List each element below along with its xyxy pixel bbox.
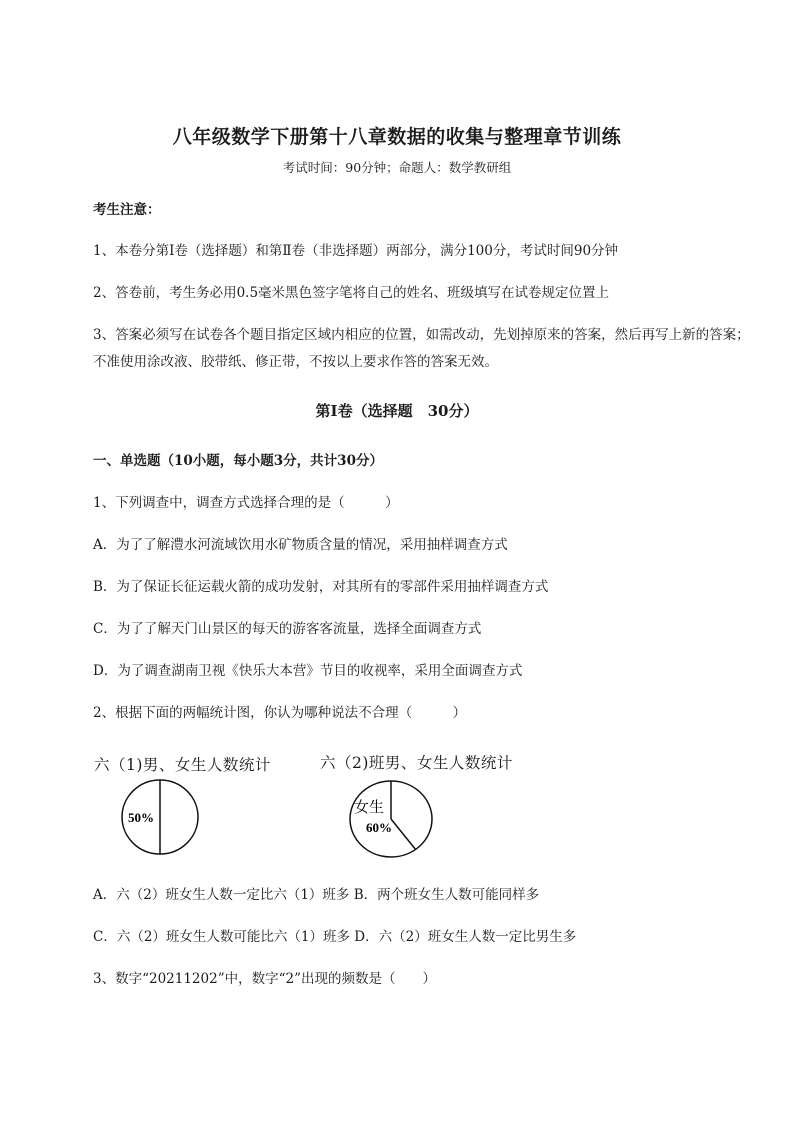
question-3-stem: 3、数字“20211202”中，数字“2”出现的频数是（ ）	[93, 971, 436, 987]
question-1-option-b: B．为了保证长征运载火箭的成功发射，对其所有的零部件采用抽样调查方式	[93, 579, 549, 595]
pie-chart-2	[346, 779, 436, 861]
part-heading: 一、单选题（10小题，每小题3分，共计30分）	[93, 453, 383, 469]
pie-2-slice-percent: 60%	[366, 820, 392, 835]
notice-item-3: 3、答案必须写在试卷各个题目指定区域内相应的位置，如需改动，先划掉原来的答案，然后再写上新的答案；不准使用涂改液、胶带纸、修正带，不按以上要求作答的答案无效。	[93, 327, 750, 370]
pie-2-divider-slant	[391, 819, 416, 850]
pie-chart-2-title: 六（2)班男、女生人数统计	[320, 754, 513, 772]
exam-subtitle: 考试时间：90分钟；命题人：数学教研组	[282, 160, 512, 175]
notice-item-2: 2、答卷前，考生务必用0.5毫米黑色签字笔将自己的姓名、班级填写在试卷规定位置上	[93, 285, 610, 301]
question-1-option-d: D．为了调查湖南卫视《快乐大本营》节目的收视率，采用全面调查方式	[93, 663, 523, 679]
question-2-stem: 2、根据下面的两幅统计图，你认为哪种说法不合理（ ）	[93, 705, 467, 721]
pie-chart-1	[118, 778, 202, 856]
question-1-option-a: A．为了了解澧水河流域饮用水矿物质含量的情况，采用抽样调查方式	[93, 537, 508, 553]
notice-heading: 考生注意：	[93, 202, 161, 218]
notice-item-1: 1、本卷分第I卷（选择题）和第Ⅱ卷（非选择题）两部分，满分100分，考试时间90分钟	[93, 243, 619, 259]
question-1-stem: 1、下列调查中，调查方式选择合理的是（ ）	[93, 495, 399, 511]
question-2-option-cd: C．六（2）班女生人数可能比六（1）班多 D．六（2）班女生人数一定比男生多	[93, 929, 577, 945]
pie-2-slice-label: 女生	[354, 798, 385, 816]
exam-title: 八年级数学下册第十八章数据的收集与整理章节训练	[172, 126, 622, 148]
pie-1-slice-label: 50%	[128, 810, 154, 825]
section-title: 第I卷（选择题 30分）	[315, 402, 479, 420]
pie-chart-1-title: 六（1)男、女生人数统计	[94, 756, 271, 774]
question-1-option-c: C．为了了解天门山景区的每天的游客客流量，选择全面调查方式	[93, 621, 482, 637]
question-2-option-ab: A．六（2）班女生人数一定比六（1）班多 B．两个班女生人数可能同样多	[93, 887, 540, 903]
